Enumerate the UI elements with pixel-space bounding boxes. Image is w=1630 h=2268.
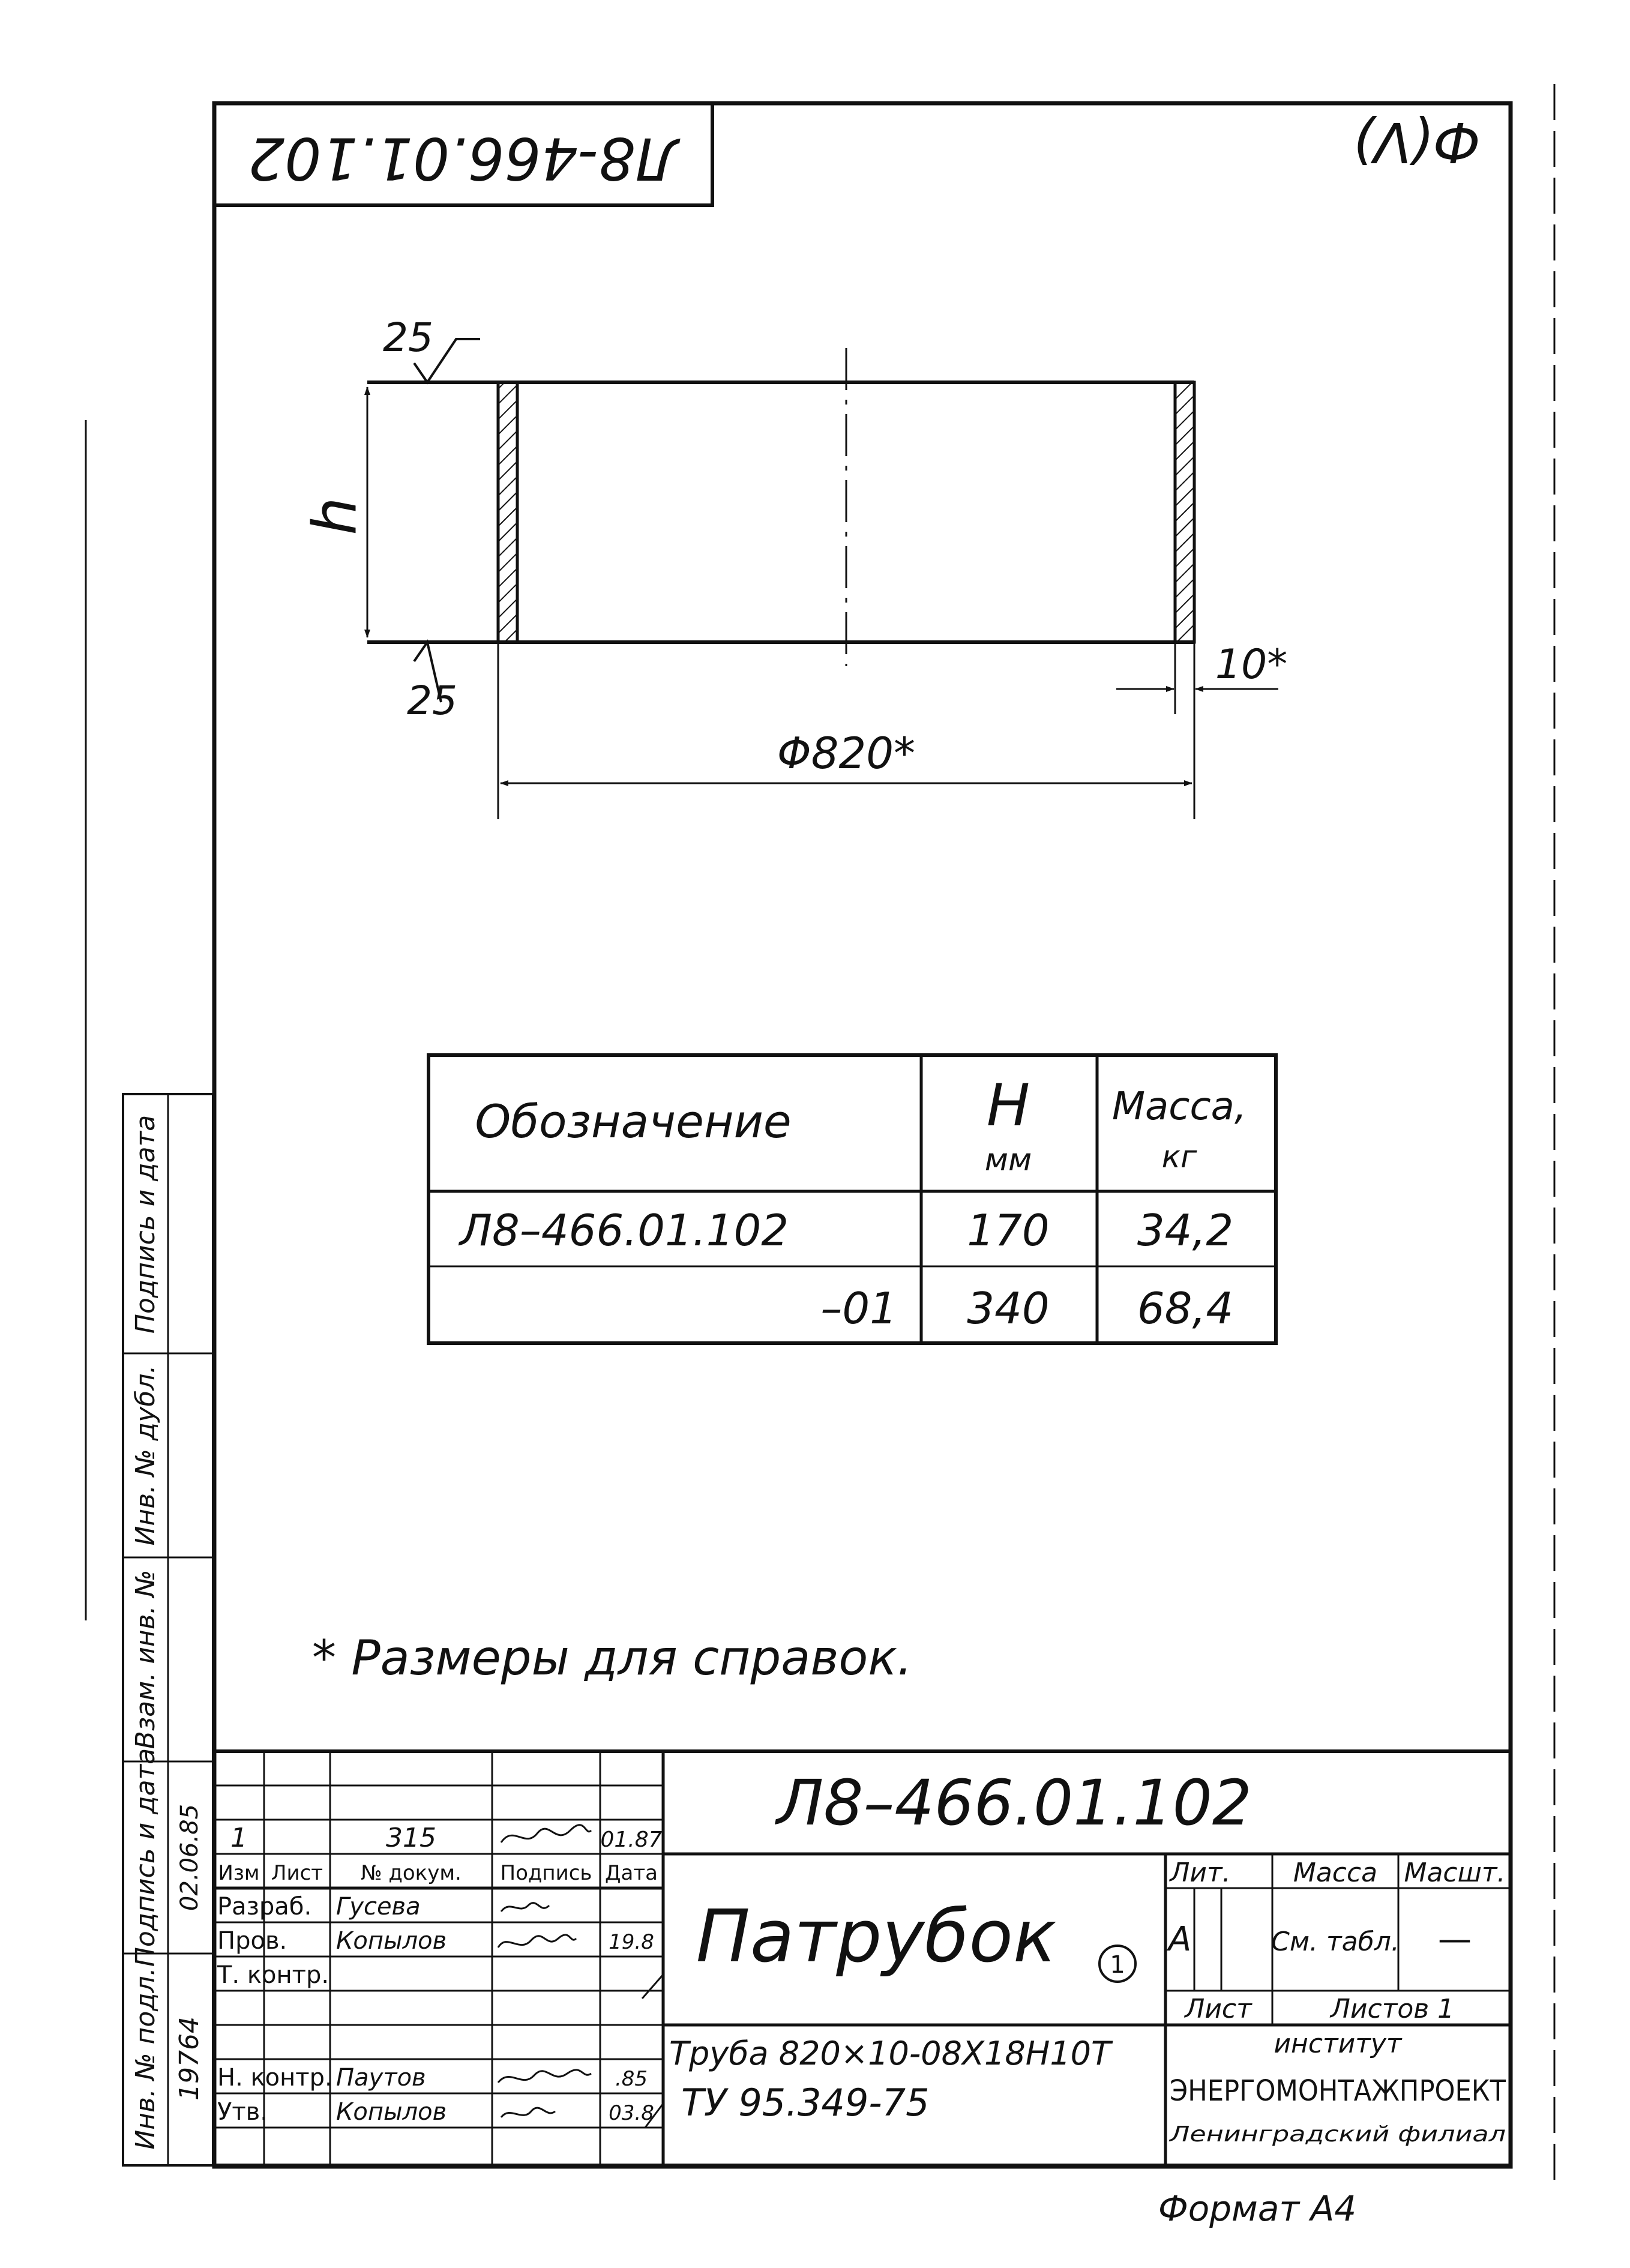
row1-h: 170: [967, 1205, 1050, 1256]
name-approved: Копылов: [336, 2098, 447, 2126]
side-label-replace-no: Взам. инв. №: [130, 1569, 161, 1749]
mass-value: См. табл.: [1271, 1927, 1400, 1957]
left-wall-hatch: [498, 382, 517, 642]
part-drawing: [299, 314, 1287, 819]
sign-checker: [498, 1935, 576, 1948]
col-header-docno: № докум.: [361, 1861, 462, 1885]
date-norm-control: .85: [615, 2067, 648, 2091]
role-approved: Утв.: [217, 2098, 268, 2126]
balloon-number: 1: [1110, 1951, 1125, 1979]
height-label: h: [299, 497, 370, 535]
sign-approved: [501, 2108, 555, 2117]
rev-doc-no: 315: [386, 1823, 436, 1853]
row2-designation: –01: [820, 1283, 897, 1334]
col-header-date: Дата: [604, 1861, 658, 1885]
rev-change: 1: [230, 1823, 247, 1853]
header-mass-unit: кг: [1161, 1139, 1197, 1175]
variants-table: [429, 1055, 1276, 1343]
name-norm-control: Паутов: [336, 2064, 426, 2092]
title-part-name: Патрубок: [696, 1895, 1057, 1979]
role-checker: Пров.: [217, 1927, 287, 1955]
diameter-label: Φ820*: [777, 728, 916, 778]
col-header-sign: Подпись: [500, 1861, 592, 1885]
title-designation: Л8–466.01.102: [777, 1766, 1252, 1839]
header-designation: Обозначение: [475, 1095, 792, 1148]
header-h-unit: мм: [984, 1142, 1032, 1178]
wall-label: 10*: [1215, 641, 1288, 688]
material-line2: ТУ 95.349-75: [681, 2081, 930, 2125]
row1-mass: 34,2: [1137, 1205, 1234, 1256]
side-label-inv-no: Инв. № подл.: [130, 1967, 161, 2150]
mass-header: Масса: [1293, 1857, 1378, 1888]
col-header-sheet: Лист: [271, 1861, 323, 1885]
top-stamp-text: Л8-466.01.102: [248, 124, 679, 192]
side-value-inv-no: 19764: [174, 2017, 205, 2101]
sheet-label: Лист: [1185, 1994, 1252, 2024]
top-right-mark: Ф(V): [1352, 110, 1481, 174]
name-developer: Гусева: [336, 1893, 421, 1921]
header-mass: Масса,: [1111, 1084, 1247, 1129]
date-checker: 19.8: [609, 1930, 654, 1954]
scale-value: —: [1438, 1920, 1472, 1959]
lit-value: А: [1168, 1920, 1192, 1959]
side-label-sign-date-top: Подпись и дата: [130, 1114, 161, 1334]
left-side-strip: [123, 1094, 213, 2165]
side-label-dup-no: Инв. № дубл.: [130, 1365, 161, 1546]
footnote: * Размеры для справок.: [312, 1630, 913, 1686]
org-line3: Ленинградский филиал: [1168, 2122, 1506, 2147]
side-label-sign-date: Подпись и дата: [130, 1748, 161, 1967]
right-wall-hatch: [1175, 382, 1194, 642]
format-label: Формат А4: [1158, 2188, 1357, 2229]
roughness-bottom-label: 25: [407, 678, 457, 724]
sign-norm-control: [498, 2070, 591, 2083]
rev-date: 01.87: [600, 1827, 663, 1852]
org-line2: ЭНЕРГОМОНТАЖПРОЕКТ: [1170, 2074, 1506, 2108]
side-value-sign-date: 02.06.85: [176, 1803, 203, 1912]
date-approved: 03.8: [609, 2101, 654, 2125]
role-developer: Разраб.: [217, 1893, 312, 1921]
col-header-change: Изм: [218, 1861, 260, 1885]
role-norm-control: Н. контр.: [217, 2064, 332, 2092]
rev-signature: [501, 1825, 591, 1842]
sign-developer: [501, 1903, 549, 1912]
scale-header: Масшт.: [1404, 1857, 1506, 1888]
title-block: [214, 1751, 1511, 2165]
lit-header: Лит.: [1170, 1857, 1231, 1888]
row2-h: 340: [967, 1283, 1050, 1334]
row2-mass: 68,4: [1137, 1283, 1234, 1334]
name-checker: Копылов: [336, 1927, 447, 1955]
sheets-label: Листов 1: [1330, 1994, 1455, 2024]
org-line1: институт: [1274, 2029, 1402, 2059]
roughness-top-label: 25: [383, 314, 433, 361]
row1-designation: Л8–466.01.102: [459, 1205, 789, 1256]
header-h: H: [986, 1072, 1030, 1139]
leader-part-name: [642, 1975, 663, 1999]
role-tech-control: Т. контр.: [217, 1961, 329, 1989]
material-line1: Труба 820×10-08Х18Н10Т: [669, 2035, 1111, 2072]
top-stamp: [214, 103, 712, 205]
